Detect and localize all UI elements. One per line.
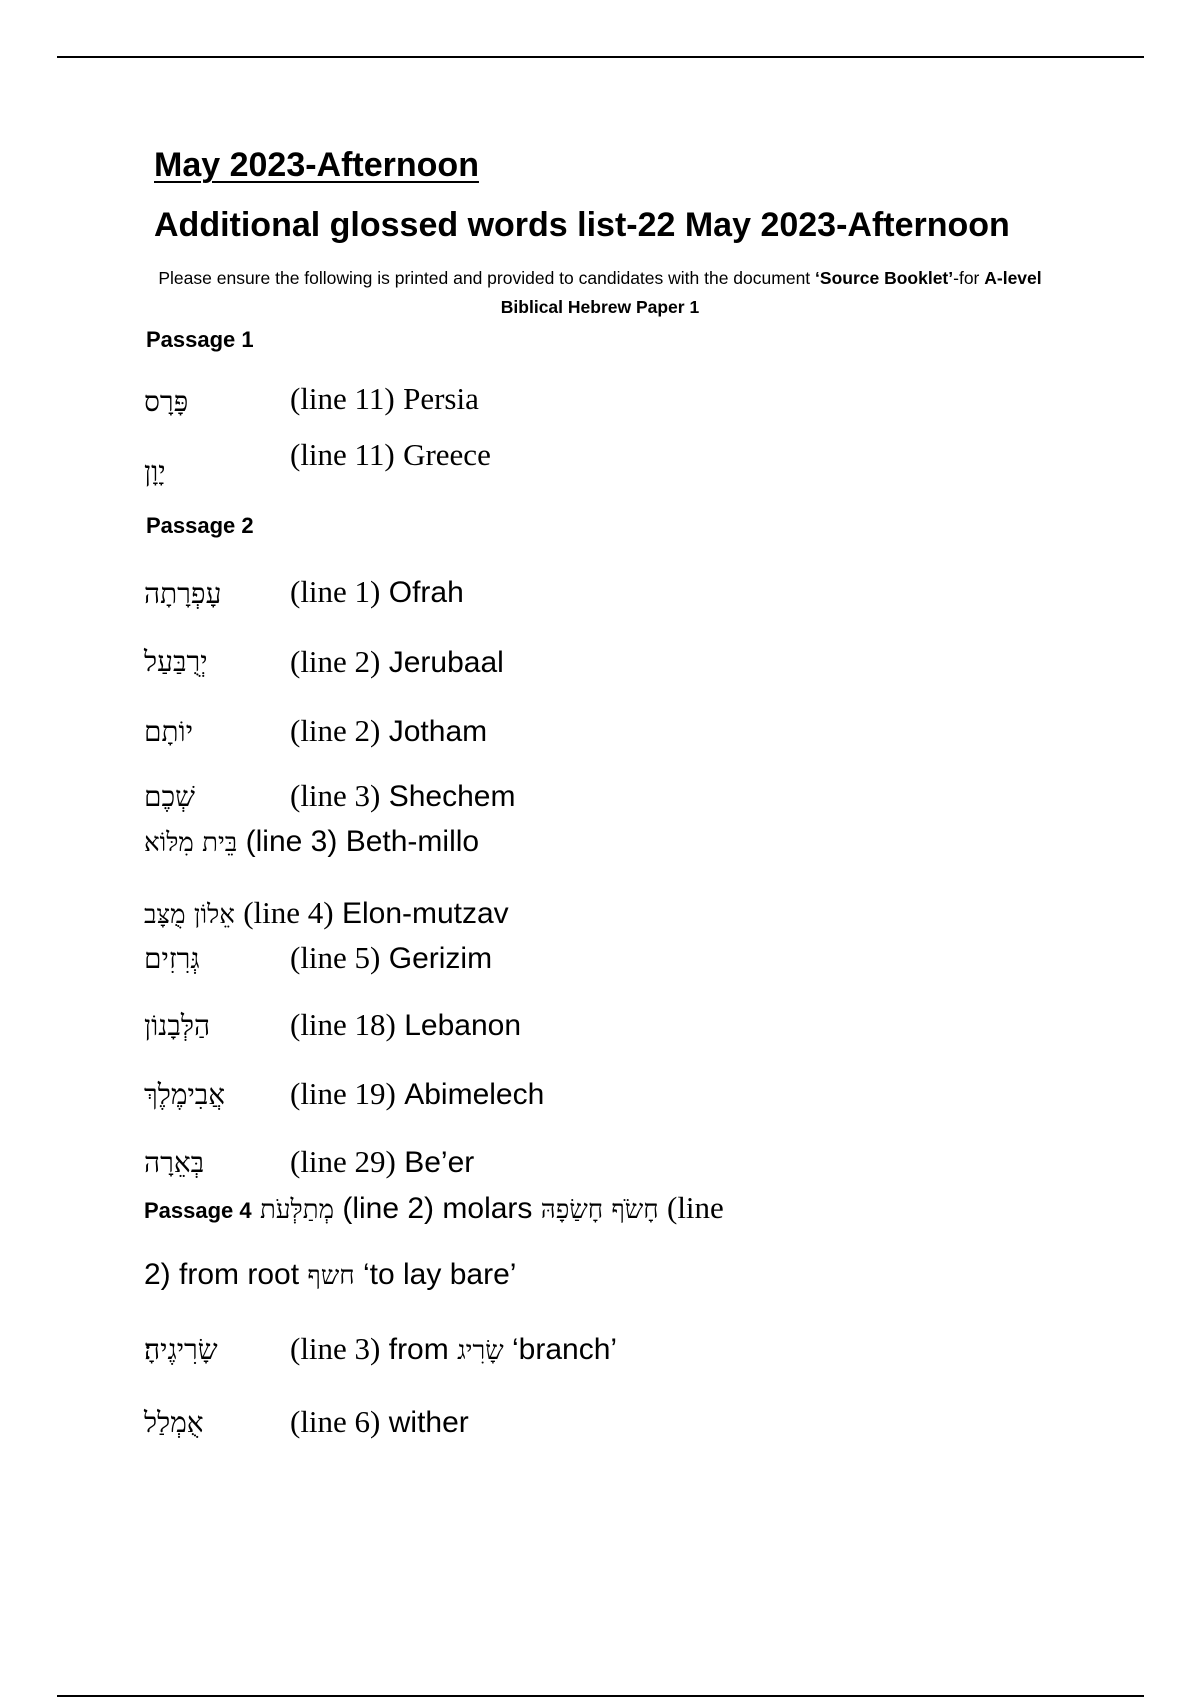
page-title: May 2023-Afternoon <box>154 146 479 184</box>
gloss-text: Lebanon <box>404 1009 522 1042</box>
hebrew-word: פָּרָס <box>144 385 189 418</box>
line-ref: (line 3) <box>290 1331 381 1366</box>
notice-document: ‘Source Booklet’ <box>815 268 954 288</box>
gloss-entry <box>290 437 491 473</box>
hebrew-word: שְׁכֶם <box>144 780 195 813</box>
hebrew-root: חשף <box>307 1261 355 1291</box>
line-ref: (line 2) <box>342 1192 435 1225</box>
gloss-text: Jotham <box>388 715 488 748</box>
gloss-text: Greece <box>403 437 491 472</box>
line-ref: (line 5) <box>290 940 381 975</box>
line-ref: (line 1) <box>290 574 381 609</box>
gloss-entry <box>290 713 487 749</box>
hebrew-word: אֻמְלַל <box>144 1406 204 1439</box>
gloss-entry <box>290 1144 474 1180</box>
gloss-text: from <box>388 1333 449 1366</box>
gloss-entry <box>290 1007 521 1043</box>
passage-1-heading: Passage 1 <box>146 327 254 352</box>
notice-text: Please ensure the following is printed and provided to candidates with the document <box>158 268 816 288</box>
hebrew-word: הַלְּבָנוֹן <box>144 1009 211 1042</box>
line-ref: (line 19) <box>290 1076 396 1111</box>
print-notice <box>150 264 1050 322</box>
line-ref: (line 2) <box>290 644 381 679</box>
hebrew-word: גְּרִזִים <box>144 942 200 975</box>
gloss-text: Shechem <box>388 780 516 813</box>
gloss-entry-inline <box>144 895 509 931</box>
hebrew-word: שָׂרִיגֶיהָ׃ <box>144 1333 218 1366</box>
line-ref: (line 3) <box>290 778 381 813</box>
hebrew-word: אֵלוֹן מֻצָּב <box>144 900 235 930</box>
line-ref: (line 2) <box>290 713 381 748</box>
gloss-text: Elon-mutzav <box>341 897 509 930</box>
hebrew-word: חָשֹׂף חָשַׂפָהּ <box>540 1195 659 1225</box>
passage-4-line <box>144 1190 724 1226</box>
hebrew-word: בֵּית מִלּוֹא <box>144 828 238 858</box>
hebrew-word: יָוָן <box>144 455 166 488</box>
gloss-entry <box>290 1076 544 1112</box>
passage-4-continuation <box>144 1258 516 1292</box>
gloss-text: wither <box>388 1406 469 1439</box>
gloss-text: Persia <box>403 381 479 416</box>
gloss-entry <box>290 574 464 610</box>
gloss-text: Be’er <box>404 1146 475 1179</box>
gloss-text: Abimelech <box>404 1078 545 1111</box>
gloss-entry <box>290 381 479 417</box>
gloss-entry <box>290 644 504 680</box>
line-ref: (line <box>667 1190 724 1225</box>
hebrew-word: עָפְרָתָה <box>144 577 222 610</box>
gloss-meaning: ‘branch’ <box>512 1333 618 1366</box>
gloss-entry <box>290 778 515 814</box>
gloss-text: Gerizim <box>388 942 493 975</box>
line-ref: (line 11) <box>290 437 395 472</box>
line-ref: (line 29) <box>290 1144 396 1179</box>
line-ref: (line 3) <box>245 825 338 858</box>
hebrew-word: אֲבִימֶלֶךְ <box>144 1078 226 1111</box>
gloss-text: Jerubaal <box>388 646 504 679</box>
bottom-rule <box>57 1695 1144 1697</box>
line-ref: (line 4) <box>243 895 334 930</box>
gloss-text: Ofrah <box>388 576 464 609</box>
top-rule <box>57 56 1144 58</box>
hebrew-word: מְתַלְּעֹת <box>259 1195 334 1225</box>
line-ref: (line 11) <box>290 381 395 416</box>
page-subtitle: Additional glossed words list-22 May 2023-Afternoon <box>154 206 1010 244</box>
hebrew-word: בְּאֵרָה <box>144 1146 205 1179</box>
hebrew-word: שָׂרִיג <box>457 1336 504 1366</box>
gloss-entry <box>290 1331 617 1367</box>
gloss-text: Beth-millo <box>345 825 480 858</box>
gloss-entry-inline <box>144 825 479 859</box>
gloss-entry <box>290 940 492 976</box>
hebrew-word: יוֹתָם <box>144 715 194 748</box>
gloss-text: molars <box>442 1192 533 1225</box>
notice-connector: -for <box>953 268 985 288</box>
gloss-meaning: ‘to lay bare’ <box>363 1258 517 1291</box>
hebrew-word: יְרֻבַּעַל <box>144 645 208 678</box>
notice-paper: A-level Biblical Hebrew Paper 1 <box>500 268 1042 317</box>
gloss-text: 2) from root <box>144 1258 300 1291</box>
gloss-entry <box>290 1404 469 1440</box>
passage-4-heading: Passage 4 <box>144 1198 252 1223</box>
line-ref: (line 6) <box>290 1404 381 1439</box>
passage-2-heading: Passage 2 <box>146 513 254 538</box>
line-ref: (line 18) <box>290 1007 396 1042</box>
